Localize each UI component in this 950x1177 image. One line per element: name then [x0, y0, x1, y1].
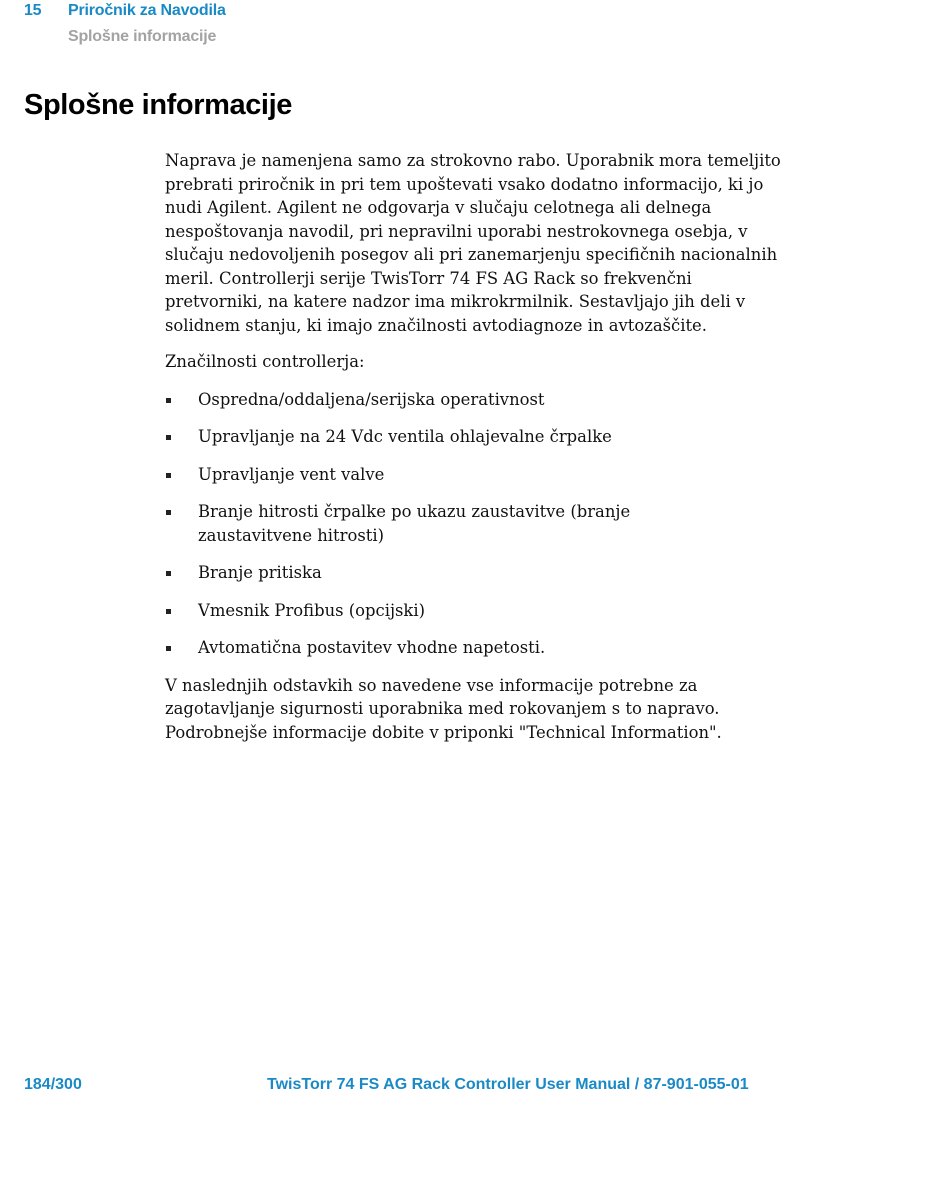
bullet-icon: [166, 571, 171, 576]
chapter-title: Priročnik za Navodila: [68, 2, 226, 19]
list-item: [165, 500, 678, 547]
list-item: [165, 599, 678, 623]
page-title: Splošne informacije: [24, 89, 292, 121]
feature-text: Vmesnik Profibus (opcijski): [198, 600, 426, 620]
feature-text: Branje hitrosti črpalke po ukazu zaustavitve (branje zaustavitvene hitrosti): [198, 502, 631, 545]
body-content: [165, 149, 795, 744]
section-title: Splošne informacije: [68, 28, 217, 45]
list-item: [165, 561, 678, 585]
feature-text: Upravljanje vent valve: [198, 464, 385, 484]
bullet-icon: [166, 435, 171, 440]
list-item: [165, 636, 678, 660]
list-item: [165, 388, 678, 412]
list-item: [165, 425, 678, 449]
feature-list: [165, 388, 795, 660]
bullet-icon: [166, 510, 171, 515]
bullet-icon: [166, 398, 171, 403]
features-heading: Značilnosti controllerja:: [165, 352, 365, 371]
bullet-icon: [166, 473, 171, 478]
feature-text: Branje pritiska: [198, 563, 322, 582]
intro-paragraph: Naprava je namenjena samo za strokovno rabo. Uporabnik mora temeljito prebrati priročnik in pri tem upoštevati vsako dodatno informacijo, ki jo nudi Agilent. Agilent ne odgovarja v slučaju celotnega ali delnega nespoštovanja navodil, pri nepravilni uporabi nestrokovnega osebja, v slučaju nedovoljenih posegov ali pri zanemarjenju specifičnih nacionalnih meril. Controllerji serije TwisTorr 74 FS AG Rack so frekvenčni pretvorniki, na katere nadzor ima mikrokrmilnik. Sestavljajo jih deli v solidnem stanju, ki imajo značilnosti avtodiagnoze in avtozaščite.: [165, 151, 781, 335]
bullet-icon: [166, 609, 171, 614]
feature-text: Upravljanje na 24 Vdc ventila ohlajevalne črpalke: [198, 427, 612, 446]
bullet-icon: [166, 646, 171, 651]
chapter-number: 15: [24, 2, 42, 19]
feature-text: Avtomatična postavitev vhodne napetosti.: [198, 638, 546, 657]
footer-document-title: TwisTorr 74 FS AG Rack Controller User Manual / 87-901-055-01: [267, 1076, 749, 1093]
closing-paragraph: V naslednjih odstavkih so navedene vse informacije potrebne za zagotavljanje sigurnosti uporabnika med rokovanjem s to napravo. Podrobnejše informacije dobite v priponki "Technical Information".: [165, 675, 722, 742]
footer-page-number: 184/300: [24, 1076, 82, 1093]
feature-text: Ospredna/oddaljena/serijska operativnost: [198, 389, 545, 409]
list-item: [165, 463, 678, 487]
